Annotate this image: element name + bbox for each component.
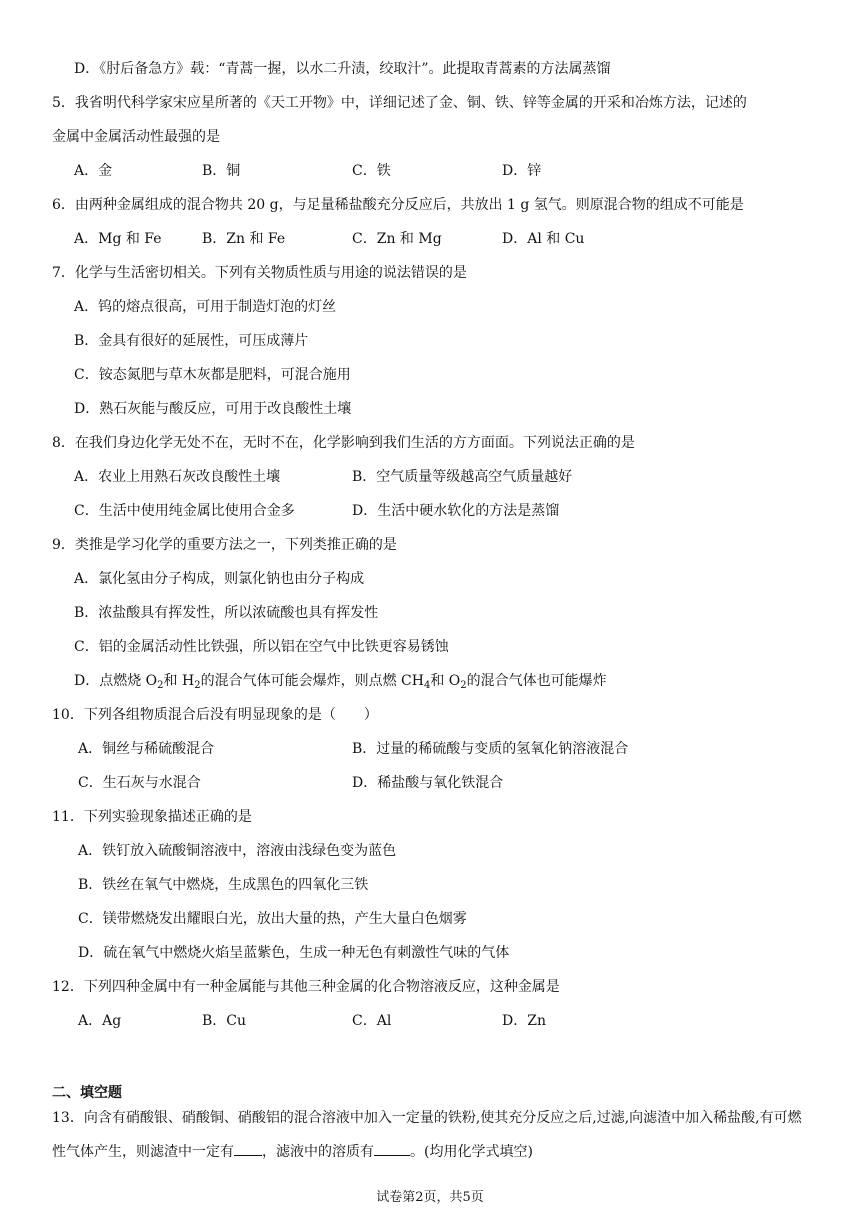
q9d-text-2: 和 H: [163, 673, 195, 689]
q10-option-a: A．铜丝与稀硫酸混合: [78, 741, 215, 757]
q10-option-b: B．过量的稀硫酸与变质的氢氧化钠溶液混合: [352, 741, 629, 757]
q5-option-c: C．铁: [352, 163, 391, 179]
q6-option-d: D．Al 和 Cu: [502, 231, 585, 247]
page-footer: 试卷第2页，共5页: [376, 1190, 484, 1205]
q7-option-a: A．钨的熔点很高，可用于制造灯泡的灯丝: [74, 299, 337, 315]
q8-option-b: B．空气质量等级越高空气质量越好: [352, 469, 573, 485]
q9-option-d: [74, 671, 607, 691]
section-title-fill-in: 二、填空题: [52, 1085, 122, 1101]
q13-text-3: 。(均用化学式填空): [410, 1144, 533, 1160]
q9-stem: 9．类推是学习化学的重要方法之一，下列类推正确的是: [52, 537, 397, 553]
q13-blank-solute[interactable]: [374, 1141, 410, 1156]
q7-stem: 7．化学与生活密切相关。下列有关物质性质与用途的说法错误的是: [52, 265, 467, 281]
q9d-sub-4: 2: [460, 680, 467, 691]
q13-text-1: 13．向含有硝酸银、硝酸铜、硝酸铝的混合溶液中加入一定量的铁粉,使其充分反应之后,过滤,向滤渣中加入稀盐酸,有可燃性气体产生，则滤渣中一定有: [52, 1110, 802, 1160]
q8-option-a: A．农业上用熟石灰改良酸性土壤: [74, 469, 281, 485]
q8-stem: 8．在我们身边化学无处不在，无时不在，化学影响到我们生活的方方面面。下列说法正确的是: [52, 435, 635, 451]
q10-stem: 10．下列各组物质混合后没有明显现象的是（ ）: [52, 707, 378, 723]
q12-option-a: A．Ag: [78, 1013, 122, 1029]
q8-option-d: D．生活中硬水软化的方法是蒸馏: [352, 503, 560, 519]
q13-stem: [52, 1101, 812, 1169]
q12-option-d: D．Zn: [502, 1013, 546, 1029]
q6-option-b: B．Zn 和 Fe: [202, 231, 286, 247]
q5-option-b: B．铜: [202, 163, 241, 179]
q11-stem: 11．下列实验现象描述正确的是: [52, 809, 252, 825]
q5-stem-line1: 5．我省明代科学家宋应星所著的《天工开物》中，详细记述了金、铜、铁、锌等金属的开采和冶炼方法，记述的: [52, 95, 747, 111]
q11-option-d: D．硫在氧气中燃烧火焰呈蓝紫色，生成一种无色有刺激性气味的气体: [78, 945, 510, 961]
q9-option-b: B．浓盐酸具有挥发性，所以浓硫酸也具有挥发性: [74, 605, 379, 621]
q8-option-c: C．生活中使用纯金属比使用合金多: [74, 503, 295, 519]
q10-option-c: C．生石灰与水混合: [78, 775, 201, 791]
q5-option-d: D．锌: [502, 163, 542, 179]
q9d-text-1: D．点燃烧 O: [74, 673, 158, 689]
q10-option-d: D．稀盐酸与氧化铁混合: [352, 775, 504, 791]
q9-option-c: C．铝的金属活动性比铁强，所以铝在空气中比铁更容易锈蚀: [74, 639, 449, 655]
q9d-sub-2: 2: [194, 680, 201, 691]
q4-option-d: D．《肘后备急方》载：“青蒿一握，以水二升渍，绞取汁”。此提取青蒿素的方法属蒸馏: [74, 61, 611, 77]
q11-option-a: A．铁钉放入硫酸铜溶液中，溶液由浅绿色变为蓝色: [78, 843, 397, 859]
q12-stem: 12．下列四种金属中有一种金属能与其他三种金属的化合物溶液反应，这种金属是: [52, 979, 560, 995]
q7-option-c: C．铵态氮肥与草木灰都是肥料，可混合施用: [74, 367, 351, 383]
q7-option-b: B．金具有很好的延展性，可压成薄片: [74, 333, 309, 349]
q11-option-b: B．铁丝在氧气中燃烧，生成黑色的四氧化三铁: [78, 877, 369, 893]
q9d-sub-1: 2: [157, 680, 164, 691]
q13-blank-residue[interactable]: [234, 1141, 262, 1156]
q11-option-c: C．镁带燃烧发出耀眼白光，放出大量的热，产生大量白色烟雾: [78, 911, 467, 927]
q6-stem: 6．由两种金属组成的混合物共 20 g，与足量稀盐酸充分反应后，共放出 1 g 氢气。则原混合物的组成不可能是: [52, 197, 744, 213]
q9d-sub-3: 4: [423, 680, 431, 691]
q9d-text-4: 和 O: [430, 673, 461, 689]
q5-option-a: A．金: [74, 163, 113, 179]
q5-stem-line2: 金属中金属活动性最强的是: [52, 129, 220, 145]
q12-option-c: C．Al: [352, 1013, 392, 1029]
q9-option-a: A．氯化氢由分子构成，则氯化钠也由分子构成: [74, 571, 365, 587]
q9d-text-5: 的混合气体也可能爆炸: [466, 673, 607, 689]
q12-option-b: B．Cu: [202, 1013, 247, 1029]
q9d-text-3: 的混合气体可能会爆炸，则点燃 CH: [200, 673, 424, 689]
q13-text-2: ，滤液中的溶质有: [262, 1144, 374, 1160]
q6-option-a: A．Mg 和 Fe: [74, 231, 162, 247]
q7-option-d: D．熟石灰能与酸反应，可用于改良酸性土壤: [74, 401, 352, 417]
q6-option-c: C．Zn 和 Mg: [352, 231, 442, 247]
